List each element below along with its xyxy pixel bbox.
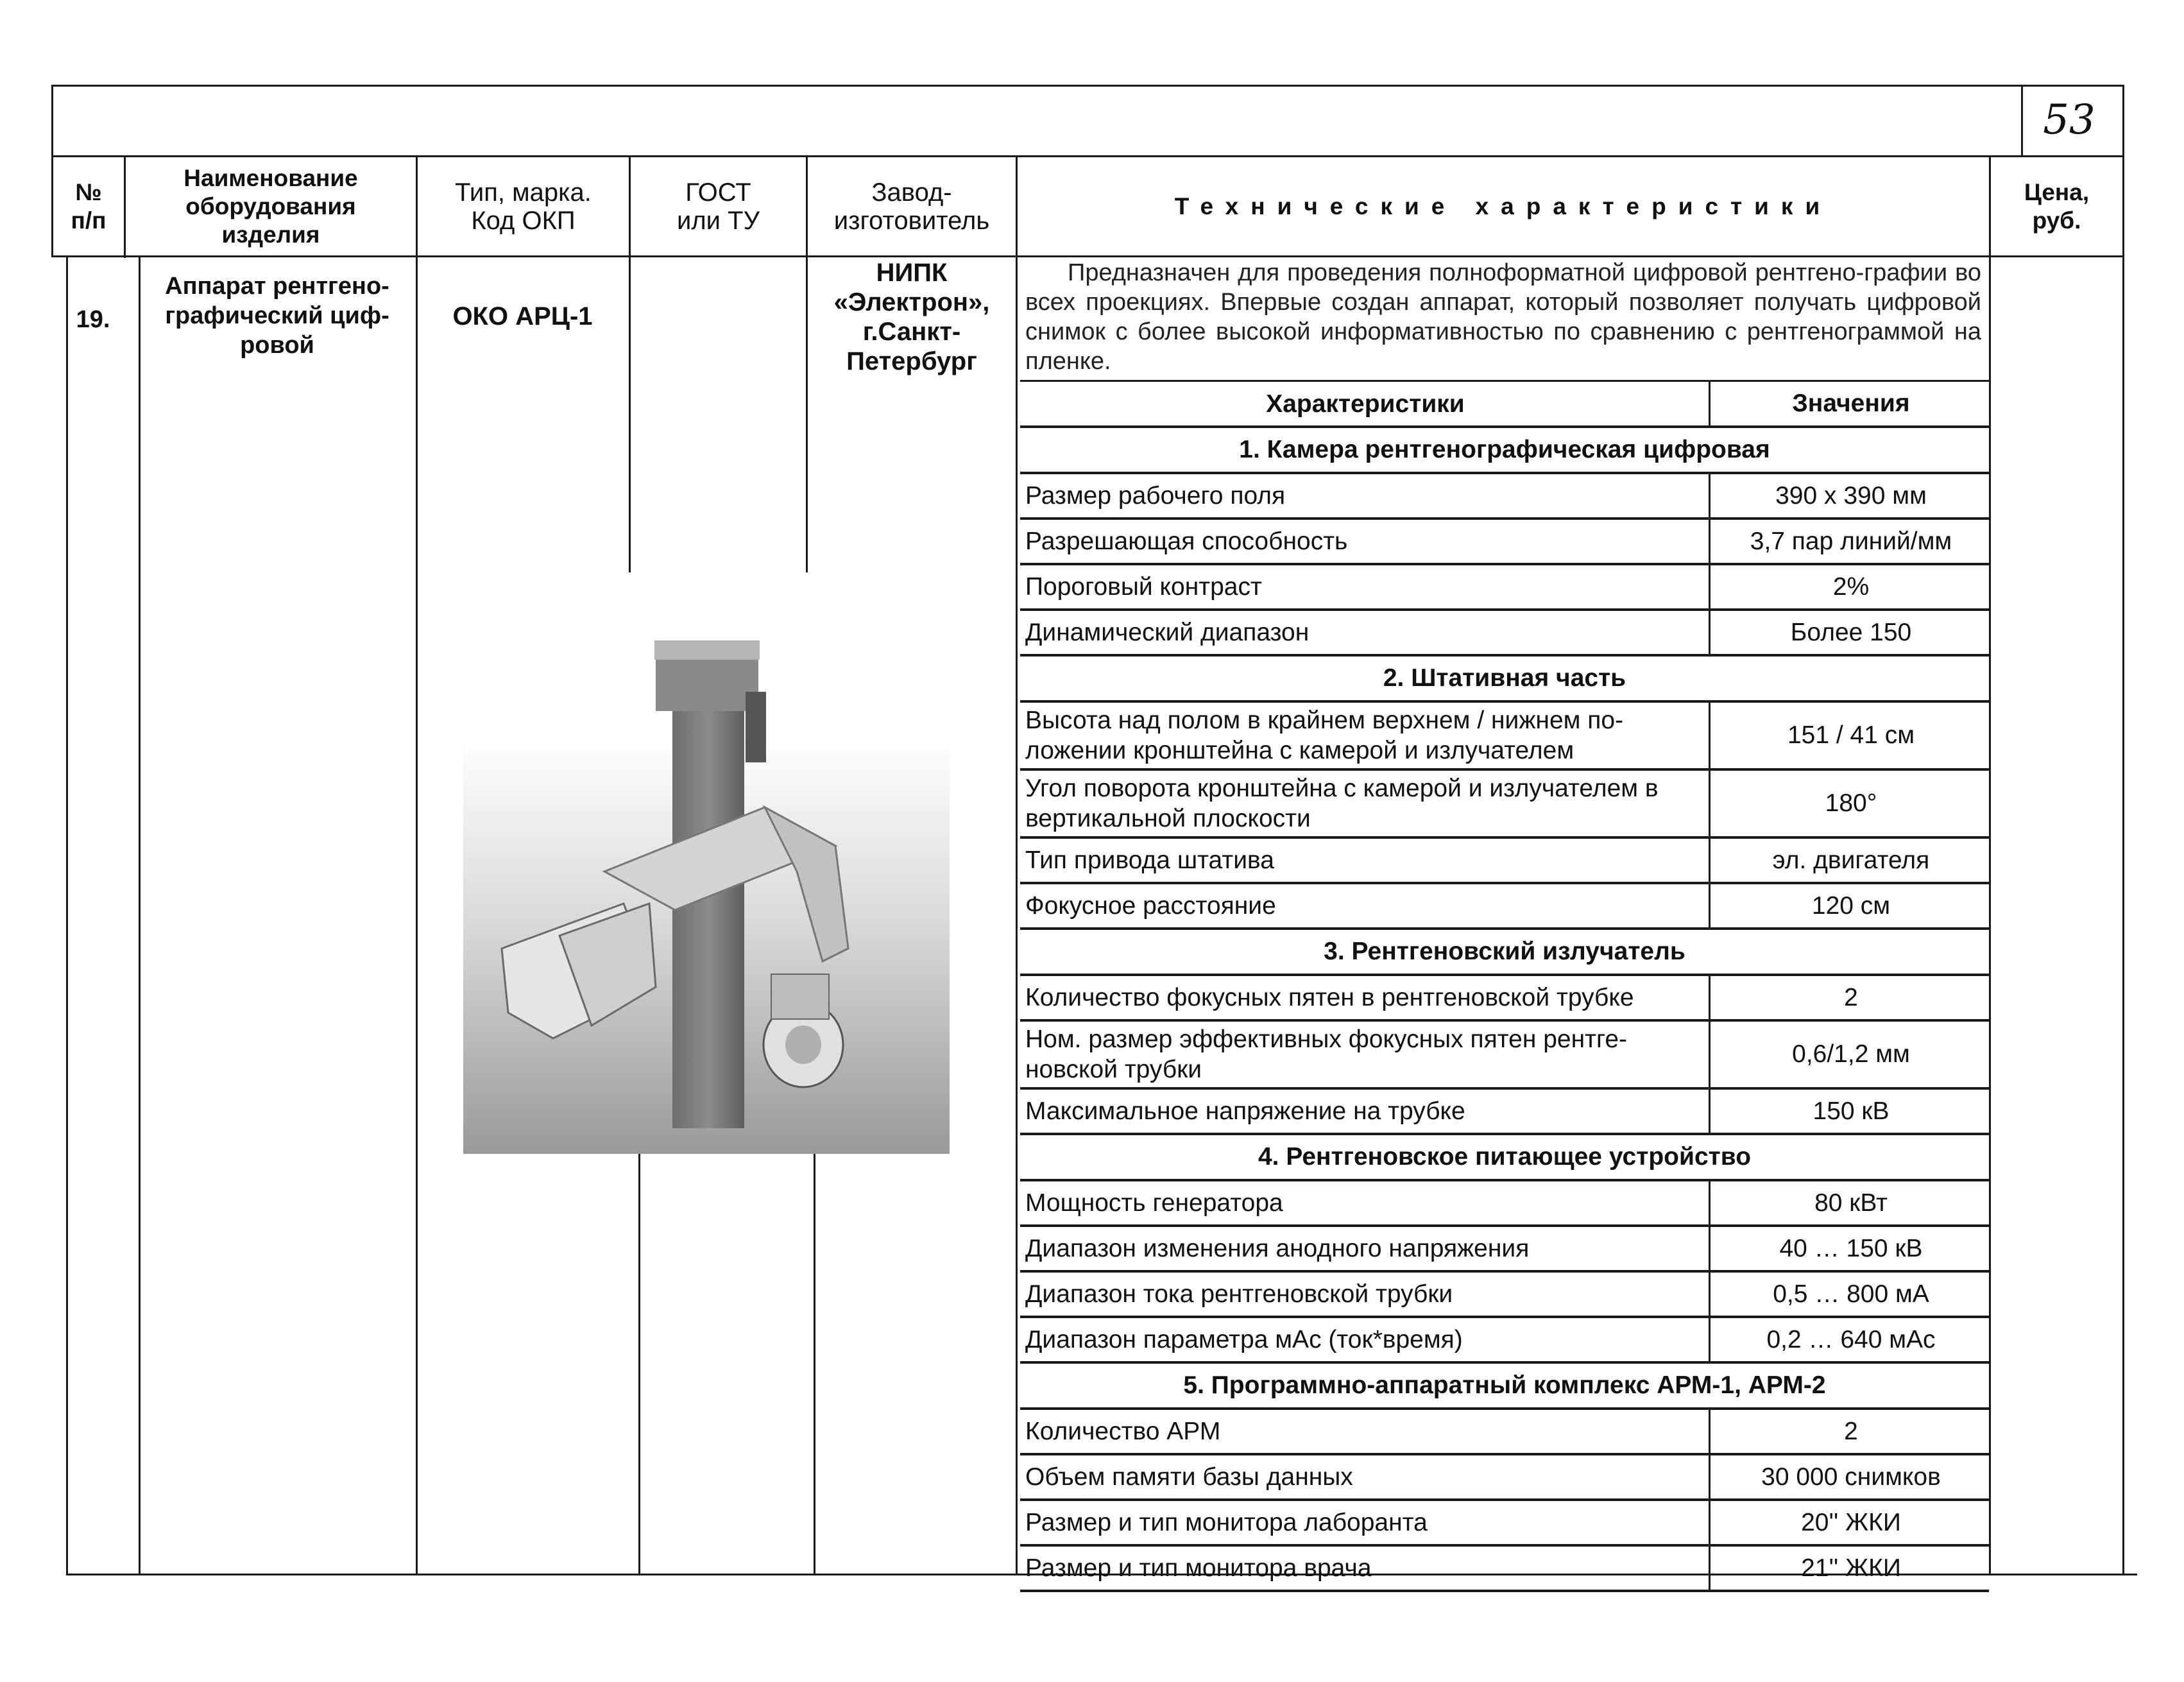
col-sep-6 (1989, 155, 1991, 1575)
spec-row-value: 21'' ЖКИ (1801, 1554, 1901, 1582)
spec-row-label: Пороговый контраст (1025, 573, 1262, 601)
col-sep-1-lower (139, 255, 141, 1575)
spec-row-separator (1709, 839, 1711, 882)
spec-row (1020, 1410, 1989, 1455)
header-price: Цена, руб. (2024, 178, 2090, 234)
item-type: ОКО АРЦ-1 (452, 302, 593, 330)
spec-col-separator (1709, 382, 1711, 425)
spec-row (1020, 884, 1989, 930)
spec-row (1020, 703, 1989, 771)
spec-row-separator (1709, 1090, 1711, 1133)
spec-row (1020, 771, 1989, 839)
spec-row-separator (1709, 1455, 1711, 1498)
spec-row (1020, 1181, 1989, 1227)
spec-row-label: Угол поворота кронштейна с камерой и излучателем в вертикальной плоскости (1025, 775, 1659, 832)
spec-row-label: Максимальное напряжение на трубке (1025, 1097, 1465, 1125)
spec-row (1020, 1273, 1989, 1318)
spec-row-label: Количество фокусных пятен в рентгеновской трубке (1025, 984, 1634, 1011)
col-sep-2 (416, 155, 418, 1575)
spec-row (1020, 839, 1989, 884)
spec-row-value: 80 кВт (1814, 1189, 1888, 1217)
header-maker: Завод- изготовитель (833, 178, 990, 235)
spec-row-value: 120 см (1811, 891, 1891, 920)
header-type: Тип, марка. Код ОКП (455, 178, 592, 235)
spec-row-label: Диапазон параметра мАс (ток*время) (1025, 1326, 1463, 1353)
spec-row-separator (1709, 1410, 1711, 1453)
spec-row-value: 0,2 … 640 мАс (1766, 1325, 1936, 1353)
spec-section-title: 5. Программно-аппаратный комплекс АРМ-1, АРМ-2 (1020, 1364, 1989, 1410)
spec-row-value: 30 000 снимков (1761, 1463, 1941, 1491)
spec-row-separator (1709, 565, 1711, 608)
spec-row-value: 3,7 пар линий/мм (1750, 527, 1952, 555)
spec-row-value: 2 (1844, 1417, 1858, 1445)
spec-row-separator (1709, 1227, 1711, 1270)
spec-row-label: Фокусное расстояние (1025, 892, 1276, 920)
spec-row-separator (1709, 1181, 1711, 1224)
spec-row-value: 40 … 150 кВ (1779, 1234, 1923, 1262)
spec-row-label: Диапазон изменения анодного напряжения (1025, 1235, 1530, 1262)
header-specs: Технические характеристики (1174, 193, 1832, 219)
spec-row-label: Разрешающая способность (1025, 528, 1348, 555)
spec-row-value: 390 х 390 мм (1775, 481, 1927, 510)
spec-row-separator (1709, 1273, 1711, 1316)
spec-row-label: Высота над полом в крайнем верхнем / нижнем по-ложении кронштейна с камерой и излучателем (1025, 707, 1624, 764)
spec-row-separator (1709, 976, 1711, 1019)
spec-col-values: Значения (1792, 390, 1910, 417)
frame-right (2122, 85, 2124, 1575)
spec-row-separator (1709, 611, 1711, 654)
spec-row (1020, 565, 1989, 611)
spec-row-separator (1709, 703, 1711, 768)
spec-row-value: 151 / 41 см (1787, 721, 1915, 749)
spec-row-value: Более 150 (1790, 618, 1912, 646)
spec-row-value: эл. двигателя (1772, 846, 1930, 874)
spec-row-separator (1709, 1022, 1711, 1087)
spec-row-value: 20'' ЖКИ (1801, 1508, 1901, 1536)
col-sep-4-lower (814, 1142, 815, 1575)
frame-top (51, 85, 2122, 87)
spec-section-title: 2. Штативная часть (1020, 656, 1989, 703)
spec-row (1020, 1318, 1989, 1364)
spec-row (1020, 1090, 1989, 1135)
spec-row (1020, 611, 1989, 656)
header-name: Наименование оборудования изделия (183, 164, 358, 248)
spec-row (1020, 1022, 1989, 1090)
spec-row-separator (1709, 1318, 1711, 1361)
item-description: Предназначен для проведения полноформатной цифровой рентгено-графии во всех проекциях. Впервые создан аппарат, который позволяет получать цифровой снимок с более высокой информативностью по сравнению с рентгенограммой на пленке. (1025, 259, 1981, 375)
spec-row-label: Объем памяти базы данных (1025, 1463, 1353, 1491)
spec-row (1020, 1227, 1989, 1273)
frame-left-lower (66, 255, 68, 1575)
spec-row (1020, 1547, 1989, 1592)
spec-row-value: 150 кВ (1813, 1097, 1890, 1125)
spec-row-value: 2% (1832, 572, 1870, 601)
spec-row-label: Размер рабочего поля (1025, 482, 1286, 510)
spec-row (1020, 474, 1989, 520)
spec-row-separator (1709, 1501, 1711, 1544)
spec-row-label: Тип привода штатива (1025, 846, 1275, 874)
spec-row-label: Количество АРМ (1025, 1418, 1221, 1445)
col-sep-3-lower (638, 1142, 640, 1575)
xray-apparatus-image (463, 615, 950, 1154)
spec-row (1020, 1455, 1989, 1501)
spec-row-label: Ном. размер эффективных фокусных пятен рентге-новской трубки (1025, 1026, 1628, 1083)
spec-row-separator (1709, 520, 1711, 563)
spec-col-characteristics: Характеристики (1266, 390, 1465, 418)
spec-row-value: 180° (1825, 789, 1877, 817)
spec-row-label: Мощность генератора (1025, 1189, 1283, 1217)
spec-section-title: 3. Рентгеновский излучатель (1020, 930, 1989, 976)
header-num: № п/п (71, 178, 107, 234)
spec-section-title: 1. Камера рентгенографическая цифровая (1020, 428, 1989, 474)
spec-section-title: 4. Рентгеновское питающее устройство (1020, 1135, 1989, 1181)
spec-row-separator (1709, 1547, 1711, 1590)
spec-row (1020, 1501, 1989, 1547)
spec-row-separator (1709, 474, 1711, 517)
item-maker: НИПК «Электрон», г.Санкт- Петербург (833, 259, 990, 375)
item-name: Аппарат рентгено- графический циф- ровой (165, 273, 389, 359)
spec-row (1020, 520, 1989, 565)
spec-row-label: Диапазон тока рентгеновской трубки (1025, 1280, 1453, 1308)
item-num: 19. (76, 306, 110, 333)
page-number: 53 (2043, 96, 2095, 144)
col-sep-5 (1016, 155, 1018, 1575)
spec-row-value: 0,5 … 800 мА (1773, 1280, 1929, 1308)
spec-table-header (1020, 382, 1989, 428)
spec-row-label: Размер и тип монитора лаборанта (1025, 1509, 1428, 1536)
spec-row-separator (1709, 771, 1711, 836)
spec-row (1020, 976, 1989, 1022)
spec-row-separator (1709, 884, 1711, 927)
spec-row-label: Динамический диапазон (1025, 619, 1310, 646)
spec-row-label: Размер и тип монитора врача (1025, 1554, 1372, 1582)
spec-row-value: 0,6/1,2 мм (1792, 1040, 1910, 1068)
frame-colhead-bottom (51, 255, 2122, 257)
header-gost: ГОСТ или ТУ (677, 178, 760, 235)
spec-row-value: 2 (1844, 983, 1858, 1011)
